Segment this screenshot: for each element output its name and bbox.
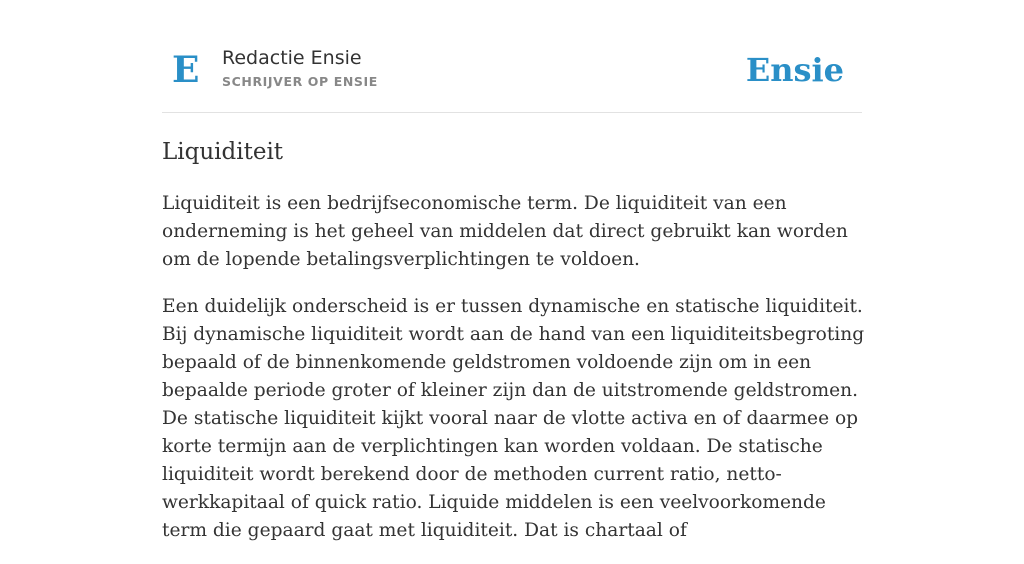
author-role: SCHRIJVER OP ENSIE (222, 74, 378, 89)
article-title: Liquiditeit (162, 139, 284, 165)
article-header (162, 0, 862, 113)
author-avatar[interactable]: E (172, 49, 200, 91)
author-name[interactable]: Redactie Ensie (222, 47, 362, 69)
author-info (222, 45, 378, 91)
article-paragraph: Een duidelijk onderscheid is er tussen dynamische en statische liquiditeit. Bij dynamische liquiditeit wordt aan de hand van een liquiditeitsbegroting bepaald of de binnenkomende geldstromen voldoende zijn om in een bepaalde periode groter of kleiner zijn dan de uitstromende geldstromen. De statische liquiditeit kijkt vooral naar de vlotte activa en of daarmee op korte termijn aan de verplichtingen kan worden voldaan. De statische liquiditeit wordt berekend door de methoden current ratio, netto-werkkapitaal of quick ratio. Liquide middelen is een veelvoorkomende term die gepaard gaat met liquiditeit. Dat is chartaal of (162, 296, 865, 541)
brand-logo[interactable]: Ensie (745, 51, 844, 89)
article-paragraph: Liquiditeit is een bedrijfseconomische term. De liquiditeit van een onderneming is het geheel van middelen dat direct gebruikt kan worden om de lopende betalingsverplichtingen te voldoen. (162, 193, 848, 270)
article-container (162, 0, 865, 541)
article-body (162, 190, 866, 564)
